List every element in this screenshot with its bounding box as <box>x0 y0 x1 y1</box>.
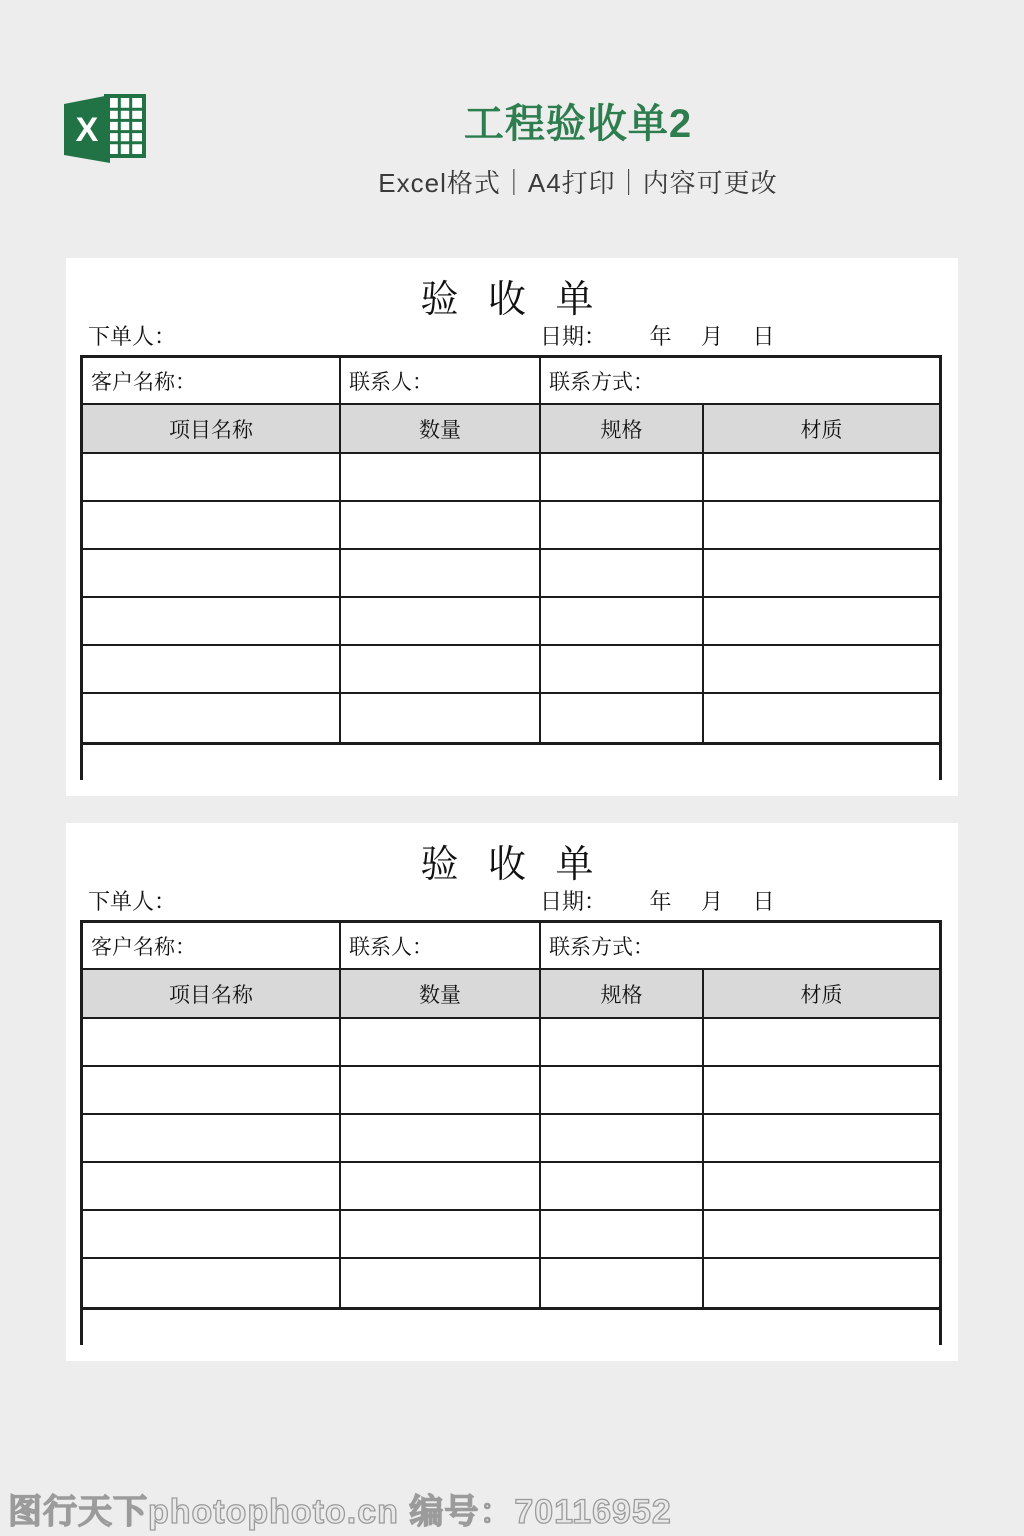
empty-data-row <box>83 646 939 694</box>
empty-cell <box>541 646 704 692</box>
date-label: 日期： <box>540 324 607 349</box>
empty-cell <box>704 1115 939 1161</box>
date-unit-year: 年 <box>649 324 672 349</box>
column-header-specification: 规格 <box>541 970 704 1017</box>
empty-cell <box>83 1115 341 1161</box>
header <box>132 92 1024 200</box>
column-header-project-name: 项目名称 <box>83 970 341 1017</box>
date-label: 日期： <box>540 889 607 914</box>
date-unit-month: 月 <box>701 889 724 914</box>
empty-cell <box>341 1019 541 1065</box>
info-cell-customer-name: 客户名称： <box>83 358 341 403</box>
empty-cell <box>704 1163 939 1209</box>
empty-cell <box>541 1067 704 1113</box>
form-title: 验 收 单 <box>420 844 604 886</box>
info-cell-customer-name: 客户名称： <box>83 923 341 968</box>
page-title: 工程验收单2 <box>463 102 693 146</box>
empty-cell <box>83 694 341 742</box>
column-header-specification: 规格 <box>541 405 704 452</box>
date-group <box>540 885 775 916</box>
date-group <box>540 320 775 351</box>
empty-cell <box>341 1259 541 1307</box>
empty-cell <box>83 598 341 644</box>
empty-cell <box>541 1211 704 1257</box>
date-unit-day: 日 <box>752 324 775 349</box>
empty-cell <box>704 550 939 596</box>
empty-cell <box>341 1163 541 1209</box>
empty-cell <box>341 1211 541 1257</box>
empty-cell <box>704 502 939 548</box>
empty-cell <box>541 1163 704 1209</box>
cutoff-row <box>80 743 942 780</box>
empty-data-row <box>83 694 939 742</box>
column-header-project-name: 项目名称 <box>83 405 341 452</box>
date-unit-day: 日 <box>752 889 775 914</box>
empty-cell <box>83 454 341 500</box>
empty-data-row <box>83 502 939 550</box>
empty-data-row <box>83 1163 939 1211</box>
empty-data-row <box>83 1067 939 1115</box>
empty-cell <box>341 1067 541 1113</box>
empty-cell <box>541 1259 704 1307</box>
empty-cell <box>704 1211 939 1257</box>
cutoff-row <box>80 1308 942 1345</box>
info-row <box>83 358 939 405</box>
form-title: 验 收 单 <box>420 279 604 321</box>
empty-cell <box>541 1019 704 1065</box>
empty-data-row <box>83 1259 939 1307</box>
acceptance-table <box>80 355 942 745</box>
date-unit-year: 年 <box>649 889 672 914</box>
info-cell-contact-method: 联系方式： <box>549 934 654 959</box>
empty-cell <box>341 694 541 742</box>
form-panel-2 <box>66 823 958 1361</box>
empty-cell <box>541 694 704 742</box>
empty-cell <box>541 1115 704 1161</box>
empty-cell <box>341 646 541 692</box>
date-unit-month: 月 <box>701 324 724 349</box>
empty-cell <box>83 550 341 596</box>
info-cell-contact-person: 联系人： <box>341 923 541 968</box>
column-header-material: 材质 <box>800 982 843 1007</box>
info-cell-contact-method: 联系方式： <box>549 369 654 394</box>
empty-cell <box>704 1019 939 1065</box>
empty-cell <box>541 454 704 500</box>
empty-cell <box>341 1115 541 1161</box>
empty-cell <box>704 1259 939 1307</box>
acceptance-table <box>80 920 942 1310</box>
empty-data-row <box>83 550 939 598</box>
empty-cell <box>341 598 541 644</box>
empty-cell <box>83 1259 341 1307</box>
empty-data-row <box>83 454 939 502</box>
empty-cell <box>704 598 939 644</box>
empty-cell <box>83 646 341 692</box>
empty-cell <box>83 1211 341 1257</box>
form-meta-row <box>88 885 948 913</box>
empty-cell <box>83 1163 341 1209</box>
column-header-quantity: 数量 <box>341 970 541 1017</box>
column-header-material: 材质 <box>800 417 843 442</box>
empty-cell <box>541 598 704 644</box>
empty-data-row <box>83 598 939 646</box>
info-cell-contact-person: 联系人： <box>341 358 541 403</box>
empty-cell <box>83 502 341 548</box>
empty-cell <box>341 502 541 548</box>
info-row <box>83 923 939 970</box>
empty-cell <box>341 550 541 596</box>
empty-data-row <box>83 1019 939 1067</box>
orderer-label: 下单人： <box>88 889 177 914</box>
empty-cell <box>704 454 939 500</box>
column-header-quantity: 数量 <box>341 405 541 452</box>
column-header-row <box>83 970 939 1019</box>
empty-cell <box>541 502 704 548</box>
empty-cell <box>341 454 541 500</box>
empty-cell <box>704 694 939 742</box>
form-panel-1 <box>66 258 958 796</box>
empty-data-row <box>83 1115 939 1163</box>
empty-data-row <box>83 1211 939 1259</box>
watermark-text: 图行天下photophoto.cn 编号：70116952 <box>8 1493 672 1531</box>
orderer-label: 下单人： <box>88 324 177 349</box>
form-meta-row <box>88 320 948 348</box>
empty-cell <box>704 646 939 692</box>
column-header-row <box>83 405 939 454</box>
empty-cell <box>541 550 704 596</box>
empty-cell <box>83 1019 341 1065</box>
empty-cell <box>83 1067 341 1113</box>
empty-cell <box>704 1067 939 1113</box>
page-subtitle: Excel格式｜A4打印｜内容可更改 <box>378 168 778 198</box>
excel-logo-letter: X <box>75 111 99 149</box>
